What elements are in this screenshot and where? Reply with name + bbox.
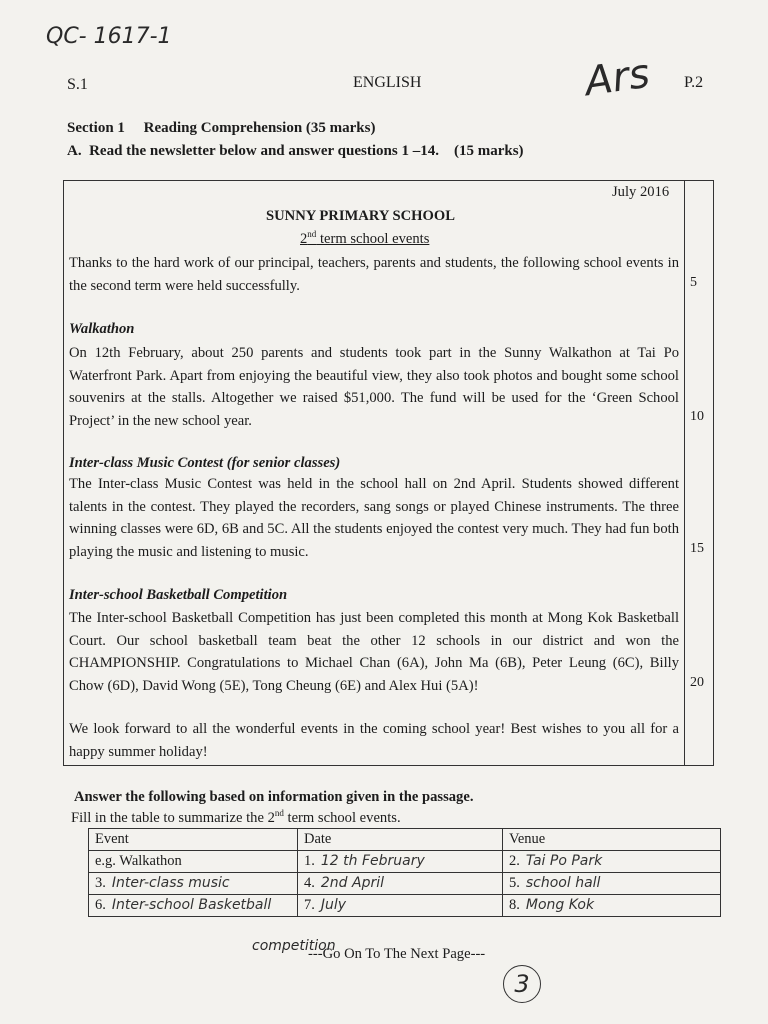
fill-prefix: Fill in the table to summarize the — [71, 809, 268, 826]
basketball-paragraph: The Inter-school Basketball Competition has just been completed this month at Mong Kok Basketball Court. Our school basketball team beat the other 12 schools in our district and won the CHAMPIONSHIP. Congratulations to Michael Chan (6A), John Ma (6B), Peter Leung (6C), Billy Chow (6D), David Wong (5E), Tong Cheung (6E) and Alex Hui (5A)! — [69, 610, 679, 694]
intro-paragraph: Thanks to the hard work of our principal, teachers, parents and students, the following school events in the second term were held successfully. — [69, 255, 679, 294]
cell-label: 5. — [509, 875, 520, 891]
fill-instruction — [71, 808, 401, 827]
cell-label: 7. — [304, 897, 315, 913]
table-row — [89, 895, 721, 917]
table-cell[interactable] — [503, 895, 721, 917]
answer-2: Tai Po Park — [525, 853, 603, 869]
fill-rest: term school events. — [283, 809, 401, 826]
newsletter-subtitle — [300, 229, 429, 248]
part-a-instruction: A. Read the newsletter below and answer questions 1 –14. (15 marks) — [67, 143, 524, 159]
cell-label: 6. — [95, 897, 106, 913]
score-circle — [503, 965, 541, 1003]
answer-8: Mong Kok — [525, 897, 595, 913]
answer-3: Inter-class music — [111, 875, 230, 891]
next-page-footer: ---Go On To The Next Page--- — [308, 946, 486, 962]
table-cell[interactable] — [89, 895, 298, 917]
music-paragraph: The Inter-class Music Contest was held in the school hall on 2nd April. Students showed different talents in the contest. They played the recorders, sang songs or played Chinese instruments. The three winning classes were 6D, 6B and 5C. All the students enjoyed the contest very much. They had fun both playing the music and listening to music. — [69, 476, 679, 560]
fill-number: 2 — [267, 809, 275, 826]
header-date: Date — [298, 829, 503, 851]
table-cell[interactable] — [503, 851, 721, 873]
table-header-row — [89, 829, 721, 851]
table-row — [89, 873, 721, 895]
answer-5: school hall — [525, 875, 601, 891]
music-heading: Inter-class Music Contest (for senior classes) — [69, 455, 341, 471]
answer-7: July — [320, 897, 347, 913]
answer-6: Inter-school Basketball — [111, 897, 272, 913]
table-row — [89, 851, 721, 873]
subtitle-text: term school events — [316, 230, 430, 247]
header-venue: Venue — [503, 829, 721, 851]
subtitle-number: 2 — [300, 230, 308, 247]
page-number: P.2 — [684, 74, 704, 91]
cell-label: 3. — [95, 875, 106, 891]
handwritten-competition: competition — [252, 938, 336, 954]
basketball-heading: Inter-school Basketball Competition — [69, 587, 288, 603]
table-cell[interactable] — [503, 873, 721, 895]
line-number-15: 15 — [690, 541, 704, 556]
answer-1: 12 th February — [320, 853, 425, 869]
closing-paragraph: We look forward to all the wonderful events in the coming school year! Best wishes to you all for a happy summer holiday! — [69, 721, 679, 760]
cell-label: 4. — [304, 875, 315, 891]
walkathon-heading: Walkathon — [69, 321, 135, 337]
newsletter-date: July 2016 — [612, 184, 670, 200]
signature: Ars — [582, 50, 653, 106]
table-cell[interactable] — [298, 851, 503, 873]
table-cell[interactable] — [298, 895, 503, 917]
summary-table — [88, 828, 721, 917]
cell-label: 2. — [509, 853, 520, 869]
score-value: 3 — [514, 970, 530, 998]
cell-label: 8. — [509, 897, 520, 913]
questions-instruction: Answer the following based on information given in the passage. — [74, 789, 474, 805]
subtitle-superscript: nd — [307, 229, 317, 239]
subject-title: ENGLISH — [353, 74, 422, 91]
class-label: S.1 — [67, 76, 88, 93]
header-event: Event — [89, 829, 298, 851]
cell-label: 1. — [304, 853, 315, 869]
table-cell[interactable] — [89, 873, 298, 895]
answer-4: 2nd April — [320, 875, 384, 891]
school-name: SUNNY PRIMARY SCHOOL — [266, 208, 455, 224]
line-number-divider — [684, 180, 685, 765]
table-cell — [89, 851, 298, 873]
walkathon-paragraph: On 12th February, about 250 parents and students took part in the Sunny Walkathon at Tai Po Waterfront Park. Apart from enjoying the beautiful view, they also took photos and bought some school souvenirs at the stalls. Altogether we raised $51,000. The fund will be used for the ‘Green School Project’ in the new school year. — [69, 345, 679, 429]
table-cell[interactable] — [298, 873, 503, 895]
fill-superscript: nd — [274, 808, 284, 818]
margin-note: QC- 1617-1 — [46, 24, 172, 49]
cell-label: e.g. Walkathon — [95, 853, 182, 869]
line-number-5: 5 — [690, 275, 697, 290]
section-title: Section 1 Reading Comprehension (35 marks) — [67, 120, 376, 136]
line-number-20: 20 — [690, 675, 704, 690]
line-number-10: 10 — [690, 409, 704, 424]
